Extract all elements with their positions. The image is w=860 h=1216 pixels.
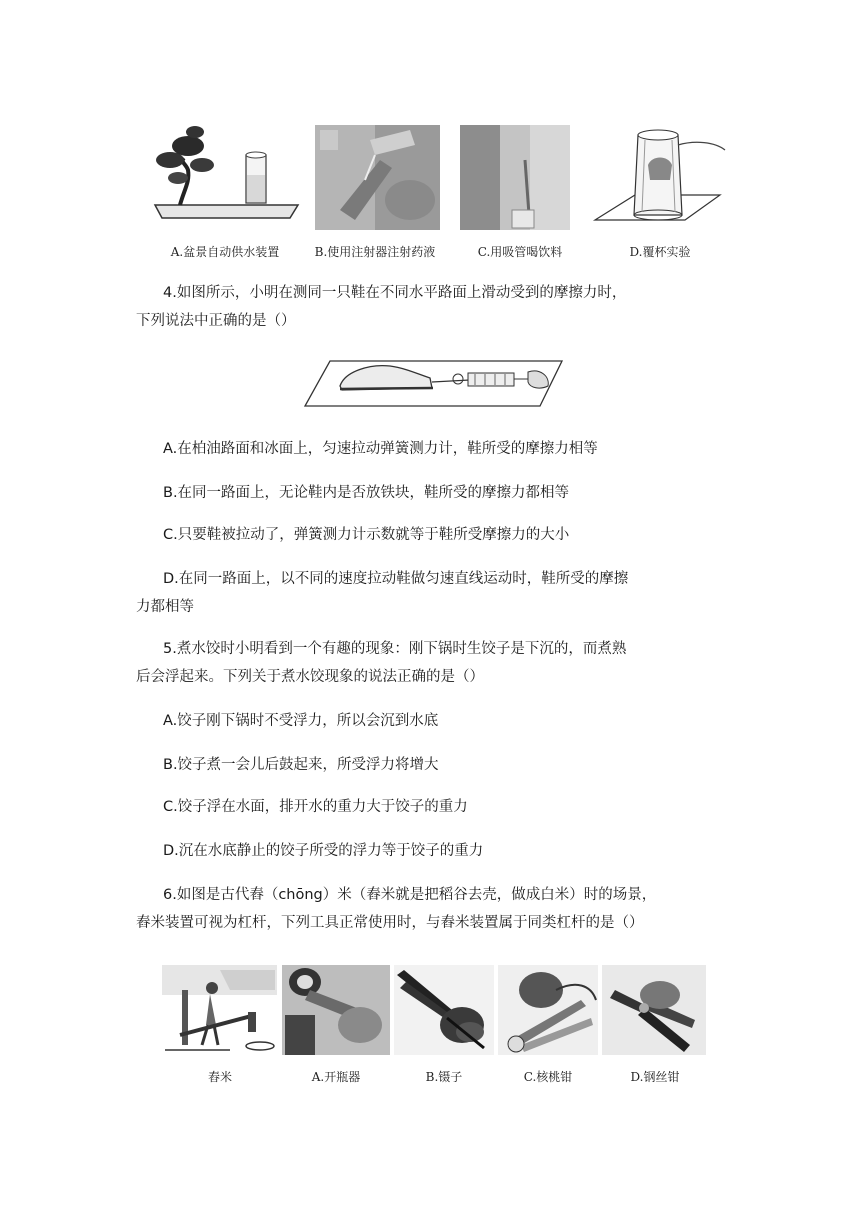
figure-c-straw bbox=[450, 120, 590, 260]
q5-stem-line1: 5.煮水饺时小明看到一个有趣的现象：刚下锅时生饺子是下沉的，而煮熟 bbox=[163, 641, 627, 657]
figure-tweezers bbox=[392, 960, 496, 1085]
q5-option-b: B.饺子煮一会儿后鼓起来，所受浮力将增大 bbox=[163, 757, 439, 773]
q5-stem-line2: 后会浮起来。下列关于煮水饺现象的说法正确的是（） bbox=[136, 669, 484, 685]
caption-rice-pounder: 舂米 bbox=[207, 1070, 232, 1084]
q5-option-d: D.沉在水底静止的饺子所受的浮力等于饺子的重力 bbox=[163, 843, 484, 859]
q4-option-a: A.在柏油路面和冰面上，匀速拉动弹簧测力计，鞋所受的摩擦力相等 bbox=[163, 441, 598, 457]
q6-stem-line1: 6.如图是古代舂（chōng）米（舂米就是把稻谷去壳，做成白米）时的场景， bbox=[163, 887, 657, 903]
q4-option-b: B.在同一路面上，无论鞋内是否放铁块，鞋所受的摩擦力都相等 bbox=[163, 485, 570, 501]
figure-d-cup bbox=[590, 120, 730, 260]
pliers-photo bbox=[600, 960, 710, 1060]
bottle-opener-photo bbox=[280, 960, 392, 1060]
figure-walnut-cracker bbox=[496, 960, 600, 1085]
straw-photo bbox=[450, 120, 590, 235]
caption-c: C.用吸管喝饮料 bbox=[477, 245, 563, 259]
shoe-spring-scale-illustration bbox=[300, 346, 566, 412]
shoe-friction-figure bbox=[300, 346, 566, 412]
q4-stem-line2: 下列说法中正确的是（） bbox=[136, 313, 296, 329]
caption-a: A.盆景自动供水装置 bbox=[170, 245, 280, 259]
q4-stem-line1: 4.如图所示，小明在测同一只鞋在不同水平路面上滑动受到的摩擦力时， bbox=[163, 285, 627, 301]
figure-a-bonsai bbox=[150, 120, 300, 260]
cup-experiment-illustration bbox=[590, 120, 730, 235]
q5-option-c: C.饺子浮在水面，排开水的重力大于饺子的重力 bbox=[163, 799, 468, 815]
caption-d: D.覆杯实验 bbox=[629, 245, 691, 259]
figure-pliers bbox=[600, 960, 710, 1085]
caption-pliers: D.钢丝钳 bbox=[630, 1070, 680, 1084]
caption-b: B.使用注射器注射药液 bbox=[314, 245, 436, 259]
q4-option-c: C.只要鞋被拉动了，弹簧测力计示数就等于鞋所受摩擦力的大小 bbox=[163, 527, 570, 543]
walnut-cracker-photo bbox=[496, 960, 600, 1060]
top-figure-row bbox=[150, 120, 730, 260]
rice-pounder-illustration bbox=[160, 960, 280, 1060]
figure-b-syringe bbox=[300, 120, 450, 260]
bonsai-illustration bbox=[150, 120, 300, 235]
q5-option-a: A.饺子刚下锅时不受浮力，所以会沉到水底 bbox=[163, 713, 439, 729]
caption-tweezers: B.镊子 bbox=[425, 1070, 463, 1084]
tweezers-photo bbox=[392, 960, 496, 1060]
syringe-photo bbox=[300, 120, 450, 235]
q4-option-d-line1: D.在同一路面上，以不同的速度拉动鞋做匀速直线运动时，鞋所受的摩擦 bbox=[163, 571, 629, 587]
caption-bottle-opener: A.开瓶器 bbox=[311, 1070, 361, 1084]
figure-bottle-opener bbox=[280, 960, 392, 1085]
q6-stem-line2: 舂米装置可视为杠杆，下列工具正常使用时，与舂米装置属于同类杠杆的是（） bbox=[136, 915, 644, 931]
figure-rice-pounder bbox=[160, 960, 280, 1085]
caption-walnut-cracker: C.核桃钳 bbox=[523, 1070, 573, 1084]
q4-option-d-line2: 力都相等 bbox=[136, 599, 194, 615]
lever-figure-row bbox=[160, 960, 720, 1085]
